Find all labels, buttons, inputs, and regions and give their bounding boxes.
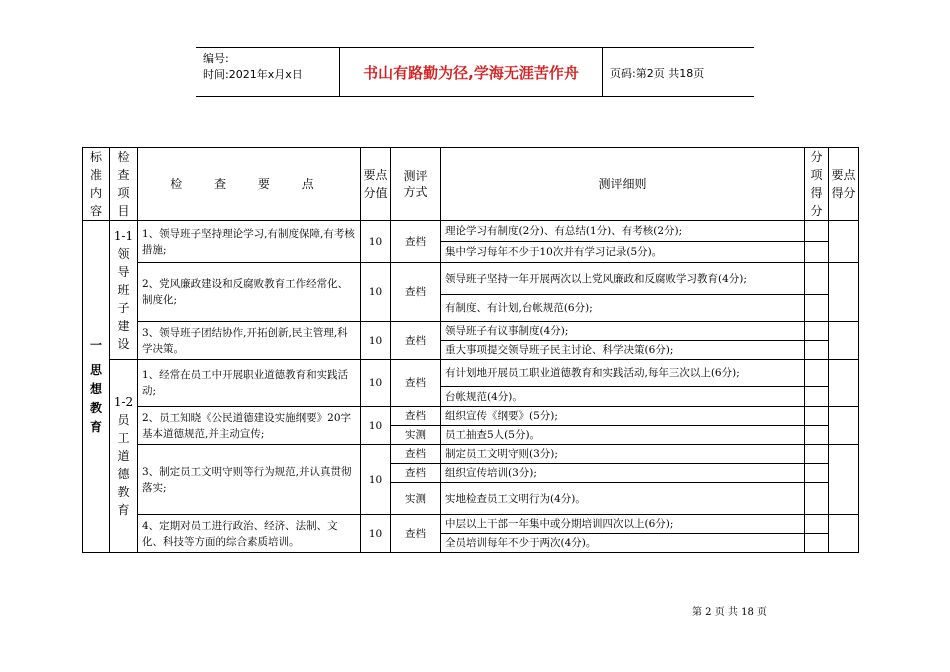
page-footer: 第 2 页 共 18 页 <box>692 607 767 618</box>
detail-text: 领导班子有议事制度(4分); <box>441 322 805 341</box>
detail-text: 全员培训每年不少于两次(4分)。 <box>441 534 805 553</box>
sub-score-cell[interactable] <box>805 534 829 553</box>
point-score: 10 <box>361 322 391 360</box>
col-points-label: 检 查 要 点 <box>170 177 328 191</box>
header-row <box>83 148 859 221</box>
detail-text: 有制度、有计划,台帐规范(6分); <box>441 295 805 322</box>
point-text: 3、领导班子团结协作,开拓创新,民主管理,科学决策。 <box>138 322 361 360</box>
detail-text: 制定员工文明守则(3分); <box>441 445 805 464</box>
point-text: 2、员工知晓《公民道德建设实施纲要》20字基本道德规范,并主动宣传; <box>138 407 361 445</box>
col-method: 测评方式 <box>391 148 441 221</box>
sub-score-cell[interactable] <box>805 387 829 407</box>
section-code: 1-1 <box>113 229 134 243</box>
detail-text: 组织宣传《纲要》(5分); <box>441 407 805 426</box>
col-standard: 标准内容 <box>83 148 110 221</box>
point-method: 查档 <box>391 407 441 426</box>
sub-score-cell[interactable] <box>805 515 829 534</box>
detail-text: 组织宣传培训(3分); <box>441 464 805 483</box>
point-score: 10 <box>361 445 391 515</box>
detail-text: 重大事项提交领导班子民主讨论、科学决策(6分); <box>441 341 805 360</box>
page-header <box>196 47 754 97</box>
detail-text: 理论学习有制度(2分)、有总结(1分)、有考核(2分); <box>441 221 805 242</box>
col-item: 检查项目 <box>110 148 138 221</box>
total-score-cell[interactable] <box>829 322 859 360</box>
page-info: 页码:第2页 共18页 <box>610 67 705 80</box>
sub-score-cell[interactable] <box>805 242 829 263</box>
sub-score-cell[interactable] <box>805 426 829 445</box>
total-score-cell[interactable] <box>829 263 859 322</box>
header-meta <box>196 48 339 96</box>
table-row <box>83 263 859 295</box>
point-text: 3、制定员工文明守则等行为规范,并认真贯彻落实; <box>138 445 361 515</box>
point-method: 实测 <box>391 426 441 445</box>
point-text: 4、定期对员工进行政治、经济、法制、文化、科技等方面的综合素质培训。 <box>138 515 361 553</box>
point-method: 查档 <box>391 360 441 407</box>
point-text: 1、经常在员工中开展职业道德教育和实践活动; <box>138 360 361 407</box>
sub-score-cell[interactable] <box>805 407 829 426</box>
sub-score-cell[interactable] <box>805 263 829 295</box>
detail-text: 实地检查员工文明行为(4分)。 <box>441 483 805 515</box>
section-1-2 <box>110 360 138 553</box>
total-score-cell[interactable] <box>829 360 859 407</box>
detail-text: 中层以上干部一年集中或分期培训四次以上(6分); <box>441 515 805 534</box>
table-row <box>83 360 859 387</box>
point-method: 查档 <box>391 263 441 322</box>
sub-score-cell[interactable] <box>805 322 829 341</box>
total-score-cell[interactable] <box>829 221 859 263</box>
point-method: 查档 <box>391 464 441 483</box>
sub-score-cell[interactable] <box>805 341 829 360</box>
time-label: 时间:2021年x月x日 <box>203 68 303 81</box>
point-method: 查档 <box>391 221 441 263</box>
category-name: 思想教育 <box>89 363 102 434</box>
sub-score-cell[interactable] <box>805 445 829 464</box>
detail-text: 集中学习每年不少于10次并有学习记录(5分)。 <box>441 242 805 263</box>
section-code: 1-2 <box>113 395 134 409</box>
total-score-cell[interactable] <box>829 515 859 553</box>
inspection-table <box>82 147 859 553</box>
point-method: 查档 <box>391 515 441 553</box>
sub-score-cell[interactable] <box>805 221 829 242</box>
point-score: 10 <box>361 515 391 553</box>
point-method: 查档 <box>391 445 441 464</box>
sub-score-cell[interactable] <box>805 483 829 515</box>
sub-score-cell[interactable] <box>805 464 829 483</box>
table-row <box>83 407 859 426</box>
table-row <box>83 221 859 242</box>
point-score: 10 <box>361 407 391 445</box>
sub-score-cell[interactable] <box>805 295 829 322</box>
point-score: 10 <box>361 221 391 263</box>
detail-text: 有计划地开展员工职业道德教育和实践活动,每年三次以上(6分); <box>441 360 805 387</box>
motto-text: 书山有路勤为径,学海无涯苦作舟 <box>339 48 603 96</box>
table-row <box>83 322 859 341</box>
table-row <box>83 445 859 464</box>
total-score-cell[interactable] <box>829 407 859 445</box>
number-label: 编号: <box>203 52 229 65</box>
point-text: 2、党风廉政建设和反腐败教育工作经常化、制度化; <box>138 263 361 322</box>
table-row <box>83 515 859 534</box>
section-name: 员工道德教育 <box>117 413 130 517</box>
col-total-score: 要点得分 <box>829 148 859 221</box>
col-sub-score: 分项得分 <box>805 148 829 221</box>
point-method: 实测 <box>391 483 441 515</box>
col-points <box>138 148 361 221</box>
section-1-1 <box>110 221 138 360</box>
point-score: 10 <box>361 263 391 322</box>
col-score: 要点分值 <box>361 148 391 221</box>
detail-text: 领导班子坚持一年开展两次以上党风廉政和反腐败学习教育(4分); <box>441 263 805 295</box>
sub-score-cell[interactable] <box>805 360 829 387</box>
section-name: 领导班子建设 <box>117 247 130 351</box>
point-text: 1、领导班子坚持理论学习,有制度保障,有考核措施; <box>138 221 361 263</box>
point-method: 查档 <box>391 322 441 360</box>
category-num: 一 <box>89 338 102 352</box>
detail-text: 台帐规范(4分)。 <box>441 387 805 407</box>
col-detail: 测评细则 <box>441 148 805 221</box>
category-cell <box>83 221 110 553</box>
point-score: 10 <box>361 360 391 407</box>
detail-text: 员工抽查5人(5分)。 <box>441 426 805 445</box>
total-score-cell[interactable] <box>829 445 859 515</box>
